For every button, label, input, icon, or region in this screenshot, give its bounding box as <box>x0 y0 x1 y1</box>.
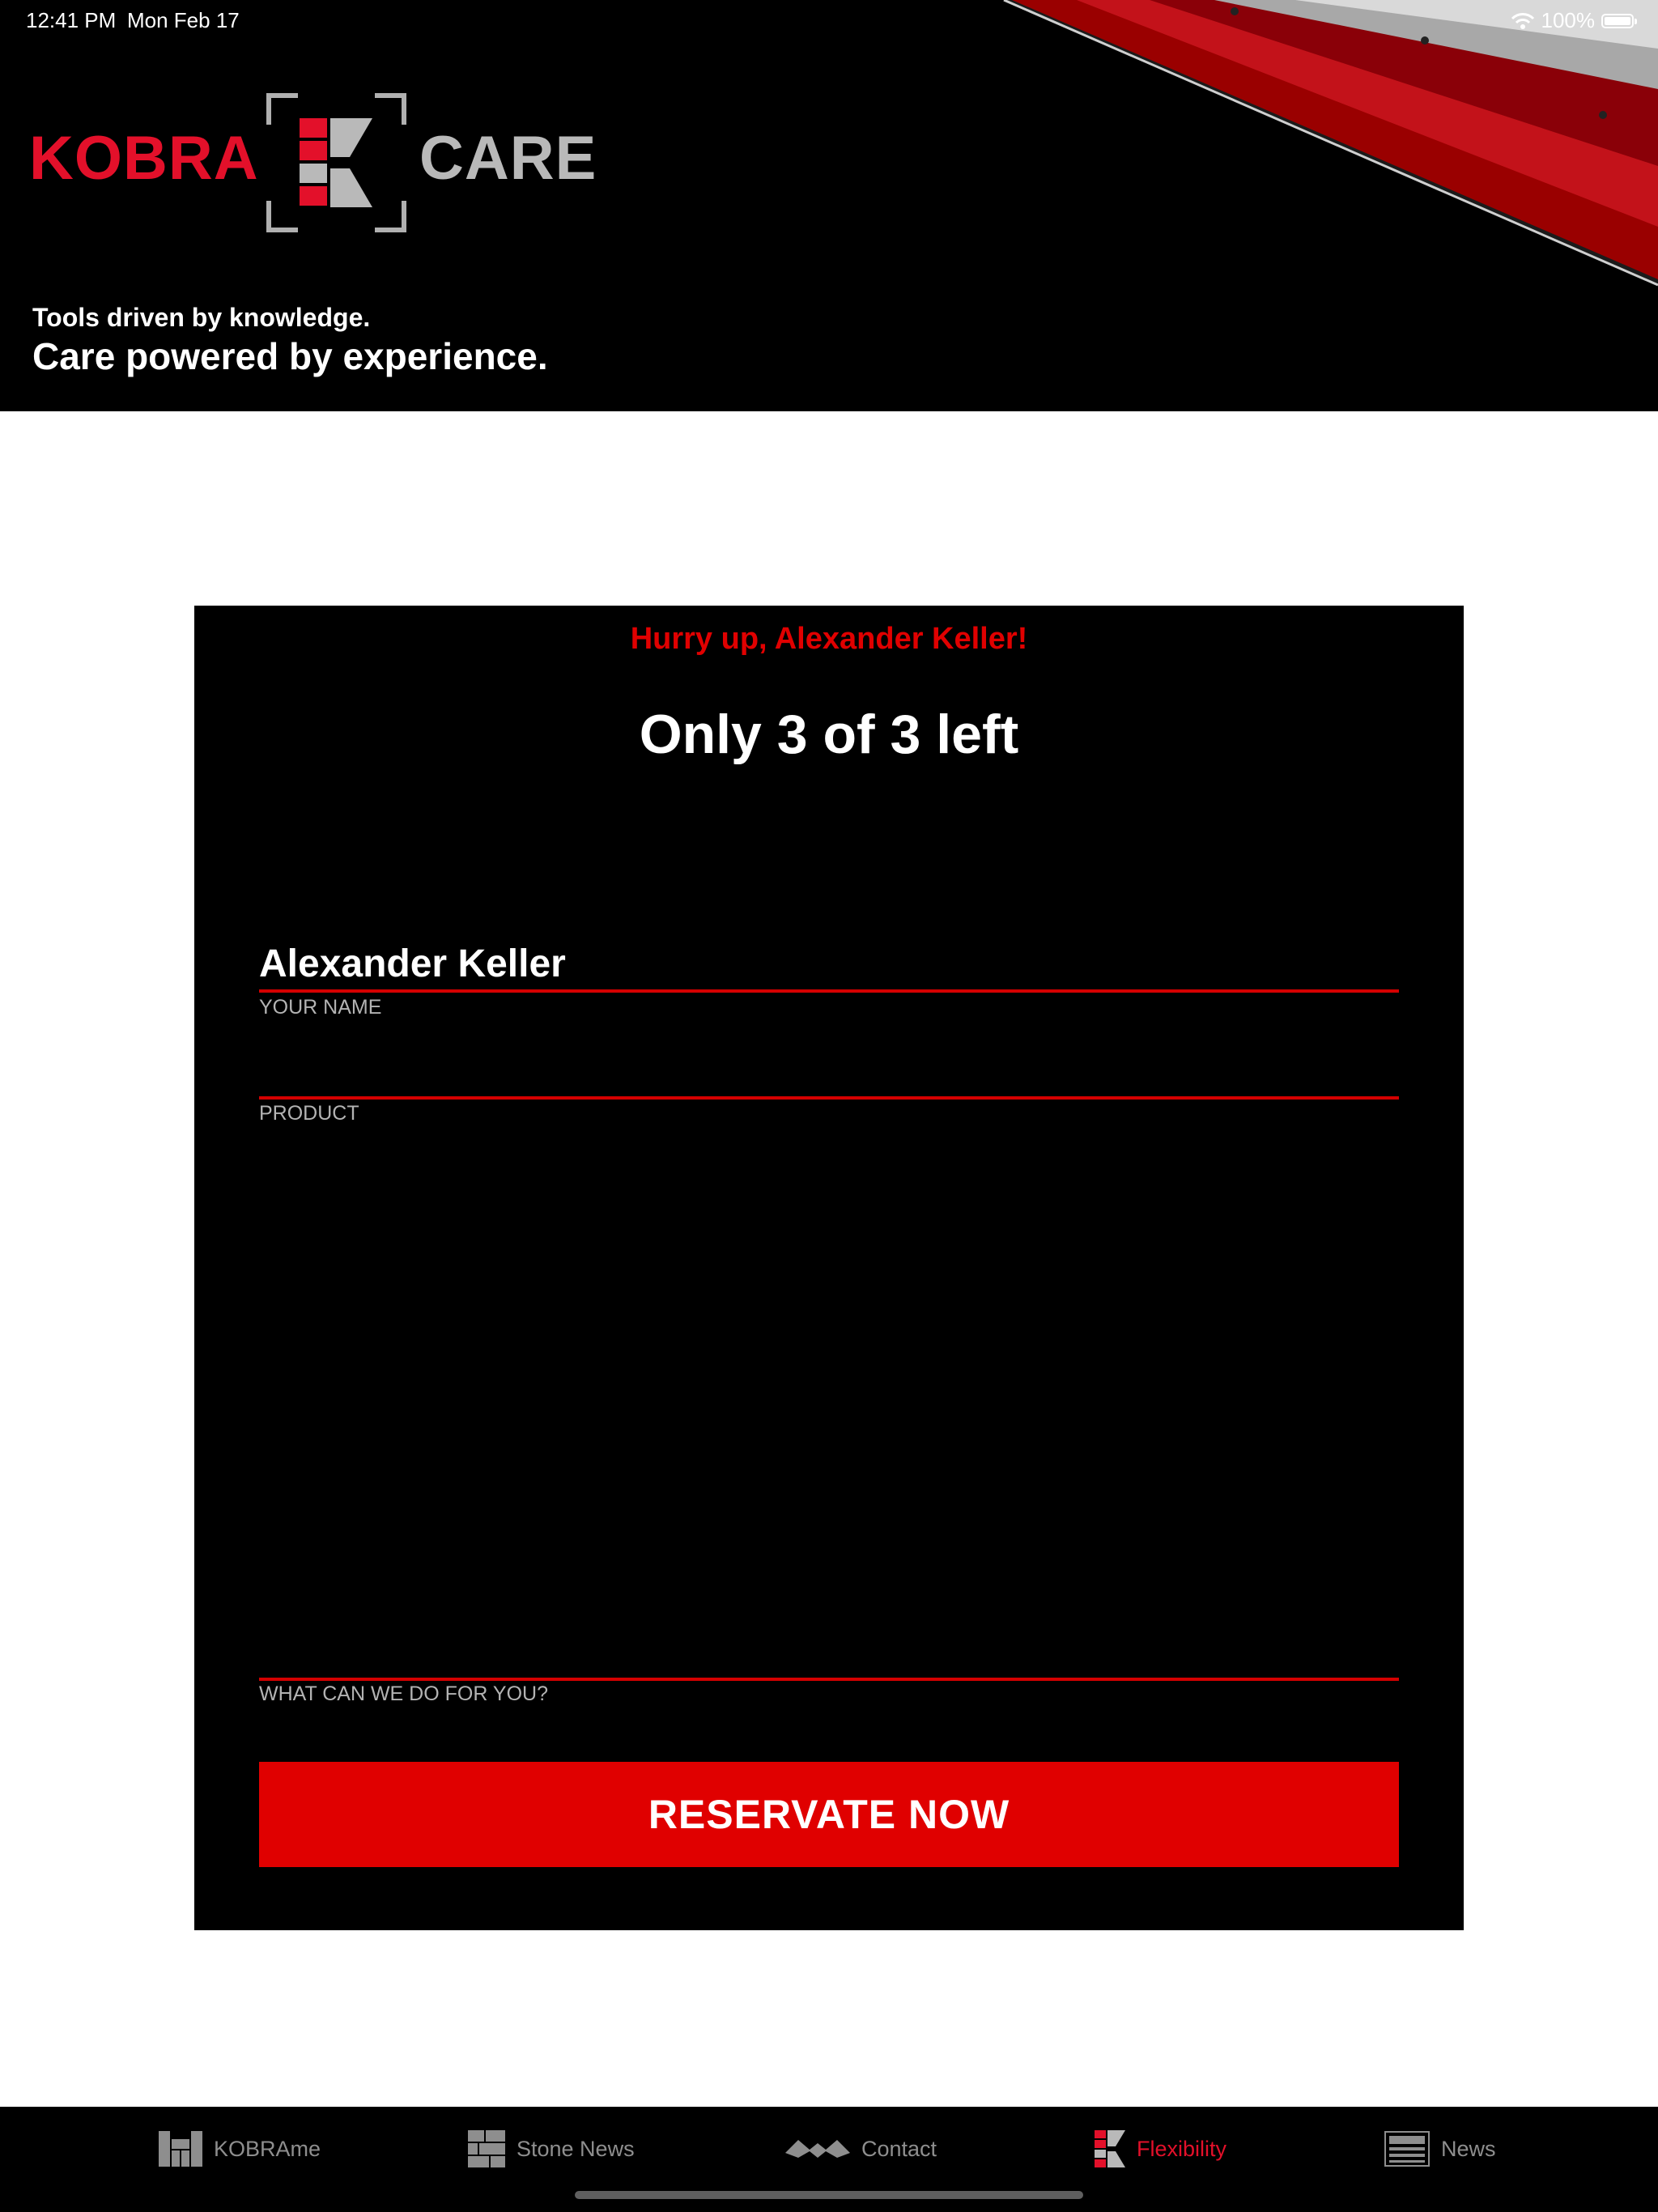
status-date: Mon Feb 17 <box>127 8 240 32</box>
name-field-underline <box>259 989 1399 993</box>
tagline-primary: Tools driven by knowledge. <box>32 303 371 332</box>
status-right <box>1511 8 1635 33</box>
tab-flexibility-label: Flexibility <box>1137 2136 1227 2161</box>
battery-percent: 100% <box>1541 8 1595 32</box>
tagline-secondary: Care powered by experience. <box>32 335 548 377</box>
product-field-underline <box>259 1096 1399 1100</box>
kobra-logo-icon <box>266 92 407 233</box>
stone-news-icon <box>468 2130 505 2167</box>
news-icon <box>1384 2131 1430 2167</box>
tab-kobrame-label: KOBRAme <box>214 2136 321 2161</box>
tab-stone-news-label: Stone News <box>517 2136 635 2161</box>
tab-flexibility[interactable] <box>1095 2128 1226 2170</box>
tab-kobrame[interactable] <box>159 2128 321 2170</box>
message-field-label: WHAT CAN WE DO FOR YOU? <box>259 1682 548 1705</box>
name-field-label: YOUR NAME <box>259 996 382 1019</box>
product-field[interactable] <box>259 1035 1399 1100</box>
logo-kobra-text: KOBRA <box>29 124 259 193</box>
message-field-underline <box>259 1678 1399 1681</box>
home-indicator[interactable] <box>575 2191 1083 2199</box>
app-header <box>0 0 1658 411</box>
contact-icon <box>785 2137 850 2161</box>
tab-news[interactable] <box>1384 2128 1496 2170</box>
flexibility-icon <box>1095 2130 1125 2167</box>
product-field-label: PRODUCT <box>259 1102 359 1125</box>
name-field[interactable] <box>259 928 1399 993</box>
wifi-icon <box>1511 11 1535 31</box>
tab-contact-label: Contact <box>861 2136 937 2161</box>
hurry-message: Hurry up, Alexander Keller! <box>630 622 1028 656</box>
status-time: 12:41 PM <box>26 8 117 32</box>
availability-count: Only 3 of 3 left <box>639 704 1019 765</box>
message-field[interactable] <box>259 1140 1399 1681</box>
reservation-card <box>194 606 1464 1930</box>
tab-contact[interactable] <box>785 2128 937 2170</box>
battery-icon <box>1601 14 1634 28</box>
status-bar <box>0 8 1658 40</box>
logo-care-text: CARE <box>419 124 597 193</box>
kobrame-icon <box>159 2131 202 2167</box>
tab-news-label: News <box>1441 2136 1496 2161</box>
reservate-now-button[interactable]: RESERVATE NOW <box>259 1762 1399 1867</box>
name-field-value: Alexander Keller <box>259 942 566 985</box>
tab-stone-news[interactable] <box>468 2128 635 2170</box>
